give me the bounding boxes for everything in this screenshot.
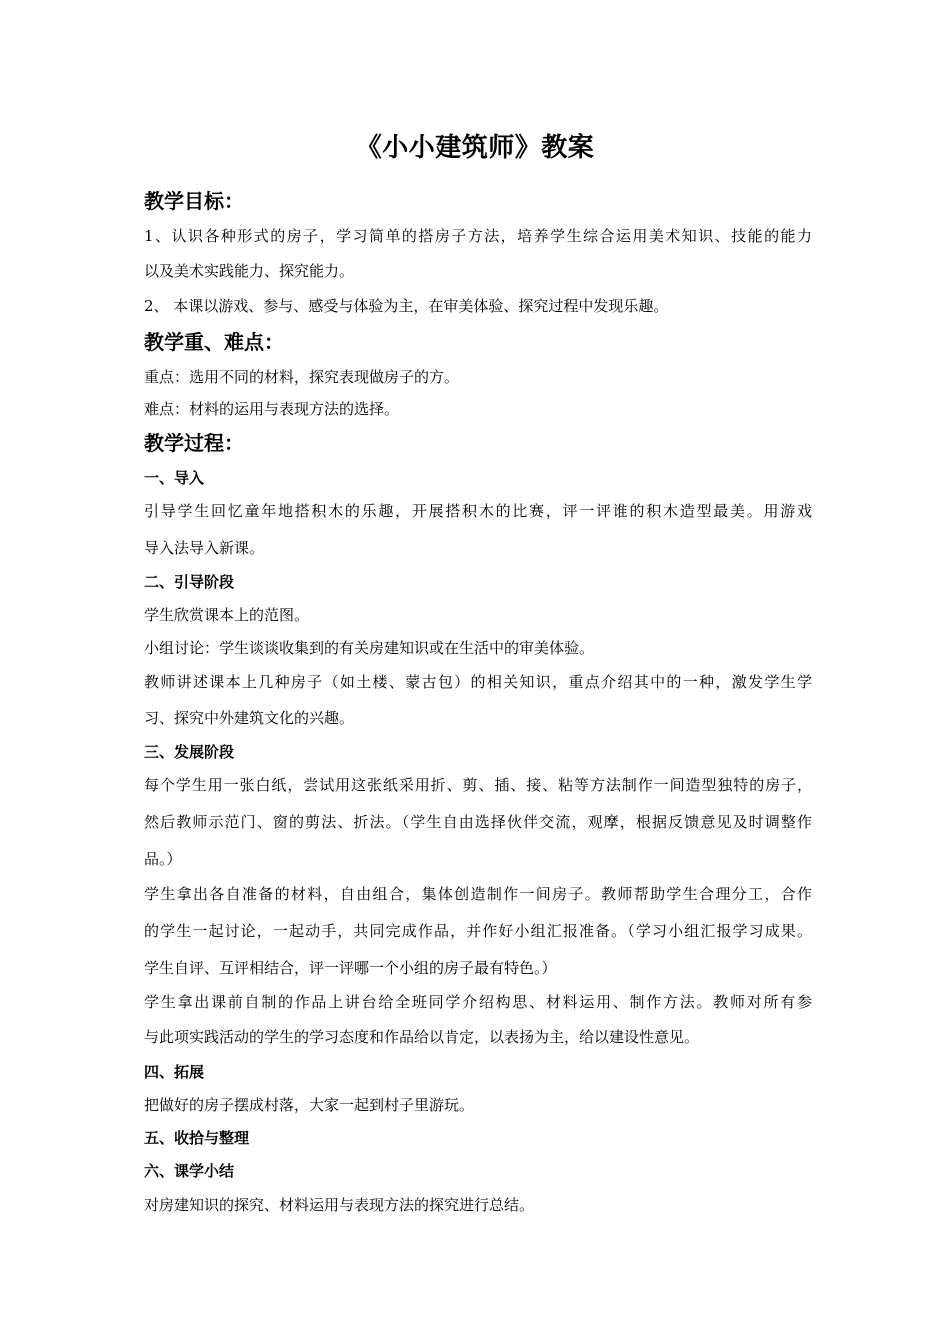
paragraph-line: 然后教师示范门、窗的剪法、折法。（学生自由选择伙伴交流，观摩，根据反馈意见及时调整作 bbox=[144, 813, 812, 831]
paragraph-line: 重点：选用不同的材料，探究表现做房子的方。 bbox=[144, 368, 460, 386]
subheading-intro: 一、导入 bbox=[144, 469, 205, 487]
paragraph-line: 以及美术实践能力、探究能力。 bbox=[144, 262, 355, 280]
paragraph-line: 习、探究中外建筑文化的兴趣。 bbox=[144, 709, 355, 727]
paragraph-line: 把做好的房子摆成村落，大家一起到村子里游玩。 bbox=[144, 1096, 475, 1114]
paragraph-line: 品。） bbox=[144, 850, 182, 868]
paragraph-line: 小组讨论：学生谈谈收集到的有关房建知识或在生活中的审美体验。 bbox=[144, 639, 595, 657]
paragraph-line: 教师讲述课本上几种房子（如土楼、蒙古包）的相关知识，重点介绍其中的一种，激发学生学 bbox=[144, 673, 812, 691]
paragraph-line: 导入法导入新课。 bbox=[144, 539, 265, 557]
subheading-guidance: 二、引导阶段 bbox=[144, 573, 235, 591]
paragraph-line: 学生拿出课前自制的作品上讲台给全班同学介绍构思、材料运用、制作方法。教师对所有参 bbox=[144, 993, 812, 1011]
paragraph-line: 1、认识各种形式的房子，学习简单的搭房子方法，培养学生综合运用美术知识、技能的能力 bbox=[144, 227, 812, 245]
paragraph-line: 学生拿出各自准备的材料，自由组合，集体创造制作一间房子。教师帮助学生合理分工，合作 bbox=[144, 885, 812, 903]
paragraph-line: 对房建知识的探究、材料运用与表现方法的探究进行总结。 bbox=[144, 1196, 535, 1214]
paragraph-line: 引导学生回忆童年地搭积木的乐趣，开展搭积木的比赛，评一评谁的积木造型最美。用游戏 bbox=[144, 502, 812, 520]
paragraph-line: 的学生一起讨论，一起动手，共同完成作品，并作好小组汇报准备。（学习小组汇报学习成果。 bbox=[144, 922, 812, 940]
paragraph-line: 每个学生用一张白纸，尝试用这张纸采用折、剪、插、接、粘等方法制作一间造型独特的房子， bbox=[144, 776, 812, 794]
subheading-extension: 四、拓展 bbox=[144, 1063, 205, 1081]
heading-teaching-process: 教学过程： bbox=[144, 431, 244, 455]
paragraph-line: 2、 本课以游戏、参与、感受与体验为主，在审美体验、探究过程中发现乐趣。 bbox=[144, 297, 669, 315]
subheading-development: 三、发展阶段 bbox=[144, 743, 235, 761]
subheading-summary: 六、课学小结 bbox=[144, 1162, 235, 1180]
paragraph-line: 难点：材料的运用与表现方法的选择。 bbox=[144, 400, 400, 418]
paragraph-line: 学生自评、互评相结合，评一评哪一个小组的房子最有特色。） bbox=[144, 959, 557, 977]
heading-key-points: 教学重、难点： bbox=[144, 330, 284, 354]
document-title: 《小小建筑师》教案 bbox=[355, 133, 595, 163]
heading-teaching-goals: 教学目标： bbox=[144, 189, 244, 213]
paragraph-line: 与此项实践活动的学生的学习态度和作品给以肯定，以表扬为主，给以建设性意见。 bbox=[144, 1028, 700, 1046]
subheading-cleanup: 五、收拾与整理 bbox=[144, 1129, 250, 1147]
paragraph-line: 学生欣赏课本上的范图。 bbox=[144, 606, 310, 624]
